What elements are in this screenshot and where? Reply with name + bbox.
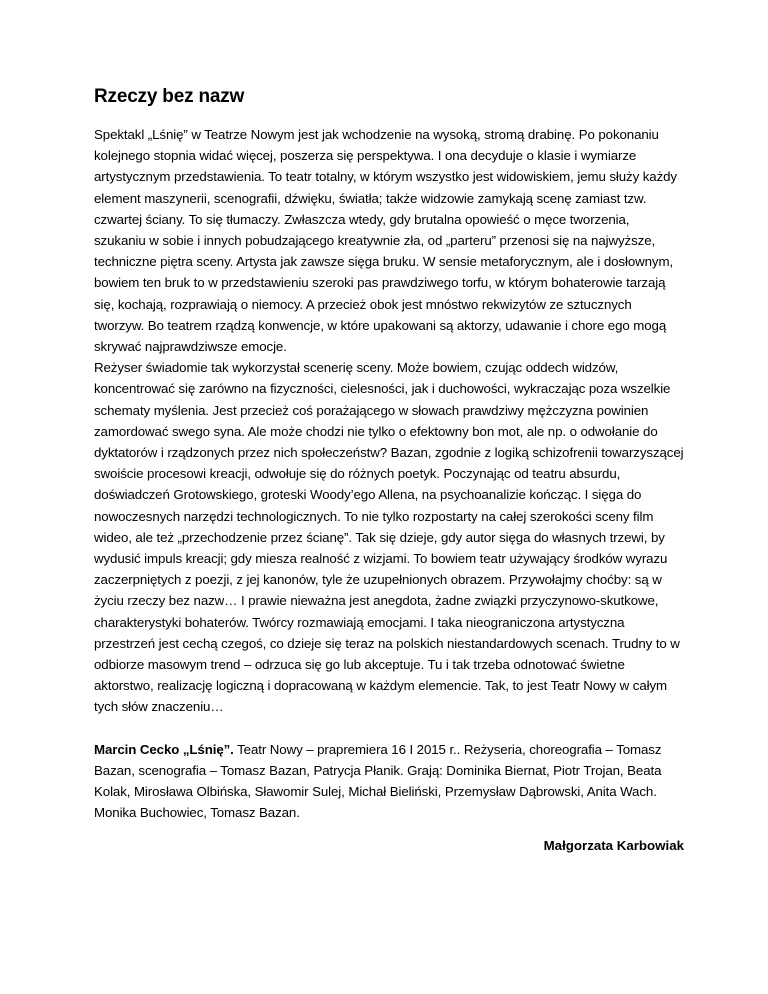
article-title: Rzeczy bez nazw	[94, 86, 245, 107]
article-paragraph-2: Reżyser świadomie tak wykorzystał scenerię sceny. Może bowiem, czując oddech widzów, koncentrować się zarówno na fizyczności, cielesności, jak i duchowości, wykraczając poza wszelkie schematy myślenia. Jest przecież coś porażającego w słowach prawdziwy mężczyzna powinien zamordować swego syna. Ale może chodzi nie tylko o efektowny bon mot, ale np. o odwołanie do dyktatorów i rządzonych przez nich społeczeństw? Bazan, zgodnie z logiką schizofrenii towarzyszącej swoiście procesowi kreacji, odwołuje się do różnych poetyk. Poczynając od teatru absurdu, doświadczeń Grotowskiego, groteski Woody’ego Allena, na psychoanalizie kończąc. I sięga do nowoczesnych narzędzi technologicznych. To nie tylko rozpostarty na całej szerokości sceny film wideo, ale też „przechodzenie przez ścianę”. Tak się dzieje, gdy autor sięga do własnych trzewi, by wydusić impuls kreacji; gdy miesza realność z wizjami. To bowiem teatr używający środków wyrazu zaczerpniętych z poezji, z jej kanonów, tyle że uzupełnionych obrazem. Przywołajmy choćby: są w życiu rzeczy bez nazw… I prawie nieważna jest anegdota, żadne związki przyczynowo-skutkowe, charakterystyki bohaterów. Twórcy rozmawiają emocjami. I taka nieograniczona artystyczna przestrzeń jest cechą czegoś, co dzieje się teraz na polskich niestandardowych scenach. Trudny to w odbiorze masowym trend – odrzuca się go lub akceptuje. Tu i tak trzeba odnotować świetne aktorstwo, realizację logiczną i dopracowaną w każdym elemencie. Tak, to jest Teatr Nowy w całym tych słów znaczeniu…	[94, 360, 684, 715]
credits-play-title: Marcin Cecko „Lśnię”.	[94, 741, 234, 757]
article-paragraph-1: Spektakl „Lśnię” w Teatrze Nowym jest jak wchodzenie na wysoką, stromą drabinę. Po pokonaniu kolejnego stopnia widać więcej, poszerza się perspektywa. I ona decyduje o klasie i wymiarze artystycznym przedstawienia. To teatr totalny, w którym wszystko jest widowiskiem, jemu służy każdy element maszynerii, scenografii, dźwięku, światła; także widzowie zamykają scenę zamiast tzw. czwartej ściany. To się tłumaczy. Zwłaszcza wtedy, gdy brutalna opowieść o męce tworzenia, szukaniu w sobie i innych pobudzającego kreatywnie zła, od „parteru” przenosi się na najwyższe, techniczne piętra sceny. Artysta jak zawsze sięga bruku. W sensie metaforycznym, ale i dosłownym, bowiem ten bruk to w przedstawieniu szeroki pas prawdziwego torfu, w którym bohaterowie tarzają się, kochają, rozprawiają o niemocy. A przecież obok jest mnóstwo rekwizytów ze sztucznych tworzyw. Bo teatrem rządzą konwencje, w które upakowani są aktorzy, udawanie i chore ego mogą skrywać najprawdziwsze emocje.	[94, 127, 677, 355]
document-page	[94, 84, 684, 856]
production-credits	[94, 739, 684, 824]
article-author: Małgorzata Karbowiak	[543, 837, 684, 853]
credits-details: Teatr Nowy – prapremiera 16 I 2015 r.. Reżyseria, choreografia – Tomasz Bazan, scenografia – Tomasz Bazan, Patrycja Płanik. Grają: Dominika Biernat, Piotr Trojan, Beata Kolak, Mirosława Olbińska, Sławomir Sulej, Michał Bieliński, Przemysław Dąbrowski, Anita Wach. Monika Buchowiec, Tomasz Bazan.	[94, 741, 662, 821]
